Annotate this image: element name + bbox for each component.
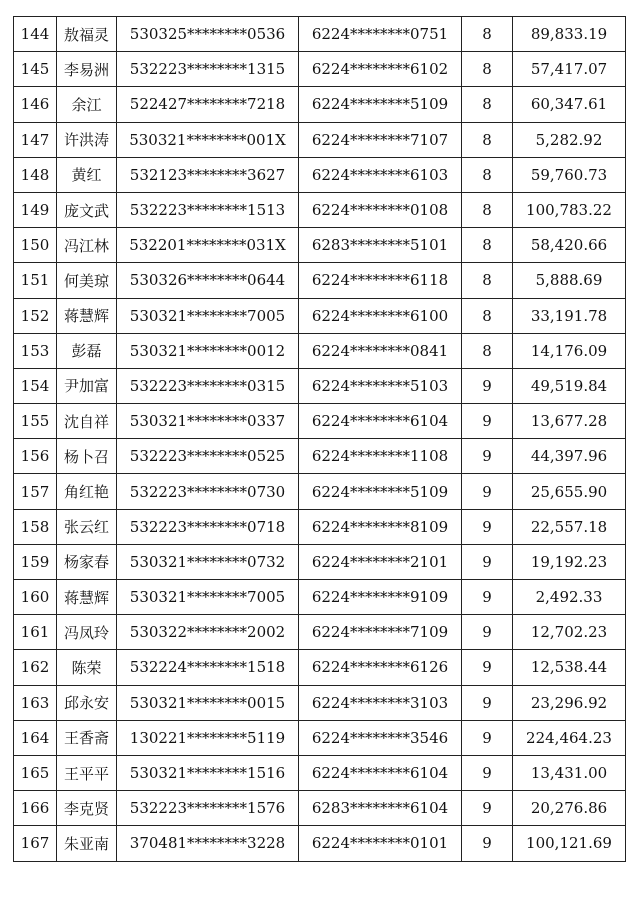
card-number: 6224********9109 — [299, 580, 462, 615]
table-row — [14, 615, 626, 650]
id-number: 532224********1518 — [117, 650, 299, 685]
table-row — [14, 52, 626, 87]
table-row — [14, 580, 626, 615]
month-value: 9 — [462, 615, 513, 650]
id-number: 530321********001X — [117, 122, 299, 157]
id-number: 532223********0525 — [117, 439, 299, 474]
table-row — [14, 333, 626, 368]
person-name: 李易洲 — [57, 52, 117, 87]
amount-value: 13,431.00 — [513, 755, 626, 790]
card-number: 6224********6103 — [299, 157, 462, 192]
card-number: 6283********5101 — [299, 228, 462, 263]
month-value: 9 — [462, 650, 513, 685]
person-name: 蒋慧辉 — [57, 580, 117, 615]
table-row — [14, 720, 626, 755]
amount-value: 59,760.73 — [513, 157, 626, 192]
table-row — [14, 368, 626, 403]
row-number: 155 — [14, 404, 57, 439]
person-name: 邱永安 — [57, 685, 117, 720]
row-number: 167 — [14, 826, 57, 861]
amount-value: 44,397.96 — [513, 439, 626, 474]
table-row — [14, 192, 626, 227]
id-number: 530321********1516 — [117, 755, 299, 790]
person-name: 许洪涛 — [57, 122, 117, 157]
month-value: 9 — [462, 474, 513, 509]
card-number: 6224********6118 — [299, 263, 462, 298]
person-name: 杨家春 — [57, 544, 117, 579]
person-name: 蒋慧辉 — [57, 298, 117, 333]
amount-value: 89,833.19 — [513, 17, 626, 52]
card-number: 6224********8109 — [299, 509, 462, 544]
person-name: 角红艳 — [57, 474, 117, 509]
person-name: 王平平 — [57, 755, 117, 790]
table-row — [14, 439, 626, 474]
id-number: 532223********0315 — [117, 368, 299, 403]
table-row — [14, 755, 626, 790]
month-value: 8 — [462, 122, 513, 157]
person-name: 冯凤玲 — [57, 615, 117, 650]
person-name: 王香斋 — [57, 720, 117, 755]
person-name: 陈荣 — [57, 650, 117, 685]
amount-value: 100,121.69 — [513, 826, 626, 861]
month-value: 9 — [462, 720, 513, 755]
row-number: 149 — [14, 192, 57, 227]
table-row — [14, 404, 626, 439]
table-row — [14, 685, 626, 720]
table-row — [14, 826, 626, 861]
table-row — [14, 474, 626, 509]
id-number: 532123********3627 — [117, 157, 299, 192]
amount-value: 13,677.28 — [513, 404, 626, 439]
card-number: 6224********6126 — [299, 650, 462, 685]
amount-value: 25,655.90 — [513, 474, 626, 509]
table-row — [14, 791, 626, 826]
month-value: 8 — [462, 263, 513, 298]
id-number: 522427********7218 — [117, 87, 299, 122]
card-number: 6224********6104 — [299, 755, 462, 790]
person-name: 杨卜召 — [57, 439, 117, 474]
card-number: 6224********3103 — [299, 685, 462, 720]
card-number: 6224********7109 — [299, 615, 462, 650]
amount-value: 5,282.92 — [513, 122, 626, 157]
person-name: 彭磊 — [57, 333, 117, 368]
amount-value: 49,519.84 — [513, 368, 626, 403]
month-value: 9 — [462, 755, 513, 790]
row-number: 148 — [14, 157, 57, 192]
person-name: 尹加富 — [57, 368, 117, 403]
month-value: 9 — [462, 791, 513, 826]
person-name: 敖福灵 — [57, 17, 117, 52]
amount-value: 19,192.23 — [513, 544, 626, 579]
card-number: 6224********5109 — [299, 474, 462, 509]
month-value: 9 — [462, 685, 513, 720]
row-number: 147 — [14, 122, 57, 157]
amount-value: 23,296.92 — [513, 685, 626, 720]
id-number: 530326********0644 — [117, 263, 299, 298]
amount-value: 12,538.44 — [513, 650, 626, 685]
card-number: 6224********5103 — [299, 368, 462, 403]
row-number: 164 — [14, 720, 57, 755]
month-value: 8 — [462, 298, 513, 333]
person-name: 李克贤 — [57, 791, 117, 826]
table-row — [14, 122, 626, 157]
id-number: 370481********3228 — [117, 826, 299, 861]
month-value: 8 — [462, 157, 513, 192]
card-number: 6224********1108 — [299, 439, 462, 474]
table-row — [14, 263, 626, 298]
amount-value: 14,176.09 — [513, 333, 626, 368]
card-number: 6224********7107 — [299, 122, 462, 157]
card-number: 6224********6100 — [299, 298, 462, 333]
row-number: 156 — [14, 439, 57, 474]
amount-value: 100,783.22 — [513, 192, 626, 227]
person-name: 余江 — [57, 87, 117, 122]
amount-value: 12,702.23 — [513, 615, 626, 650]
table-row — [14, 157, 626, 192]
row-number: 160 — [14, 580, 57, 615]
table-row — [14, 544, 626, 579]
person-name: 冯江林 — [57, 228, 117, 263]
person-name: 沈自祥 — [57, 404, 117, 439]
card-number: 6224********6104 — [299, 404, 462, 439]
table-row — [14, 17, 626, 52]
month-value: 9 — [462, 368, 513, 403]
month-value: 9 — [462, 544, 513, 579]
person-name: 朱亚南 — [57, 826, 117, 861]
amount-value: 33,191.78 — [513, 298, 626, 333]
row-number: 153 — [14, 333, 57, 368]
month-value: 8 — [462, 17, 513, 52]
amount-value: 58,420.66 — [513, 228, 626, 263]
person-name: 庞文武 — [57, 192, 117, 227]
month-value: 9 — [462, 439, 513, 474]
card-number: 6224********0841 — [299, 333, 462, 368]
card-number: 6224********0101 — [299, 826, 462, 861]
card-number: 6224********0108 — [299, 192, 462, 227]
row-number: 157 — [14, 474, 57, 509]
row-number: 146 — [14, 87, 57, 122]
amount-value: 20,276.86 — [513, 791, 626, 826]
id-number: 532223********0730 — [117, 474, 299, 509]
id-number: 532201********031X — [117, 228, 299, 263]
row-number: 161 — [14, 615, 57, 650]
card-number: 6224********0751 — [299, 17, 462, 52]
row-number: 158 — [14, 509, 57, 544]
month-value: 9 — [462, 509, 513, 544]
month-value: 9 — [462, 580, 513, 615]
month-value: 8 — [462, 228, 513, 263]
card-number: 6283********6104 — [299, 791, 462, 826]
person-name: 张云红 — [57, 509, 117, 544]
id-number: 532223********1315 — [117, 52, 299, 87]
card-number: 6224********3546 — [299, 720, 462, 755]
table-row — [14, 298, 626, 333]
month-value: 8 — [462, 52, 513, 87]
table-row — [14, 87, 626, 122]
person-name: 黄红 — [57, 157, 117, 192]
person-name: 何美琼 — [57, 263, 117, 298]
month-value: 9 — [462, 404, 513, 439]
id-number: 530325********0536 — [117, 17, 299, 52]
row-number: 166 — [14, 791, 57, 826]
row-number: 162 — [14, 650, 57, 685]
month-value: 8 — [462, 333, 513, 368]
id-number: 532223********0718 — [117, 509, 299, 544]
id-number: 532223********1513 — [117, 192, 299, 227]
amount-value: 2,492.33 — [513, 580, 626, 615]
table-row — [14, 650, 626, 685]
id-number: 530321********0012 — [117, 333, 299, 368]
amount-value: 57,417.07 — [513, 52, 626, 87]
row-number: 163 — [14, 685, 57, 720]
row-number: 159 — [14, 544, 57, 579]
amount-value: 224,464.23 — [513, 720, 626, 755]
row-number: 144 — [14, 17, 57, 52]
table-row — [14, 509, 626, 544]
row-number: 151 — [14, 263, 57, 298]
id-number: 530321********0732 — [117, 544, 299, 579]
row-number: 150 — [14, 228, 57, 263]
month-value: 8 — [462, 87, 513, 122]
roster-table — [13, 16, 626, 862]
table-row — [14, 228, 626, 263]
id-number: 530321********7005 — [117, 580, 299, 615]
id-number: 130221********5119 — [117, 720, 299, 755]
id-number: 532223********1576 — [117, 791, 299, 826]
amount-value: 22,557.18 — [513, 509, 626, 544]
roster-body — [14, 17, 626, 862]
month-value: 9 — [462, 826, 513, 861]
card-number: 6224********5109 — [299, 87, 462, 122]
row-number: 165 — [14, 755, 57, 790]
amount-value: 60,347.61 — [513, 87, 626, 122]
row-number: 145 — [14, 52, 57, 87]
id-number: 530322********2002 — [117, 615, 299, 650]
id-number: 530321********7005 — [117, 298, 299, 333]
month-value: 8 — [462, 192, 513, 227]
card-number: 6224********6102 — [299, 52, 462, 87]
row-number: 154 — [14, 368, 57, 403]
row-number: 152 — [14, 298, 57, 333]
id-number: 530321********0337 — [117, 404, 299, 439]
card-number: 6224********2101 — [299, 544, 462, 579]
id-number: 530321********0015 — [117, 685, 299, 720]
amount-value: 5,888.69 — [513, 263, 626, 298]
